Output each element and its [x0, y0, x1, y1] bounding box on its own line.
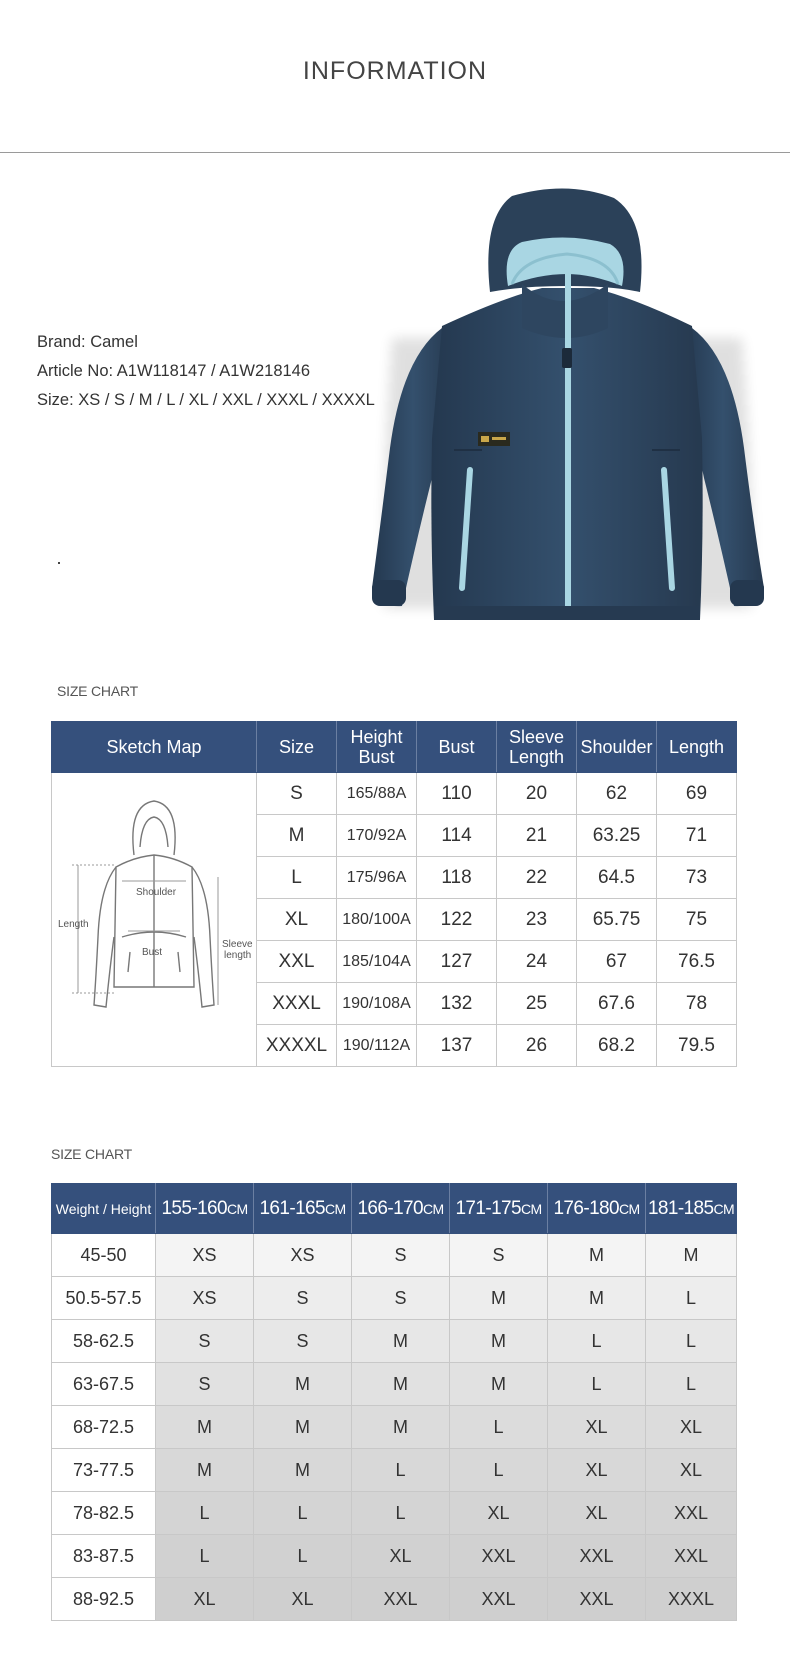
weight-cell: 68-72.5	[52, 1406, 156, 1449]
recommended-size-cell: XS	[156, 1234, 254, 1277]
header-height-1	[254, 1184, 352, 1234]
recommended-size-cell: M	[254, 1449, 352, 1492]
bust-cell: 118	[417, 857, 497, 899]
length-cell: 76.5	[657, 941, 737, 983]
length-cell: 73	[657, 857, 737, 899]
recommended-size-cell: XS	[156, 1277, 254, 1320]
recommended-size-cell: M	[352, 1320, 450, 1363]
length-cell: 75	[657, 899, 737, 941]
sleeve-cell: 22	[497, 857, 577, 899]
recommended-size-cell: XL	[548, 1449, 646, 1492]
size-cell: XL	[257, 899, 337, 941]
sleeve-cell: 21	[497, 815, 577, 857]
header-height-3	[450, 1184, 548, 1234]
sleeve-cell: 24	[497, 941, 577, 983]
table-row	[52, 773, 737, 815]
height-unit: CM	[618, 1200, 640, 1217]
header-sketch-map: Sketch Map	[52, 722, 257, 773]
recommended-size-cell: XXL	[450, 1535, 548, 1578]
recommended-size-cell: S	[254, 1277, 352, 1320]
recommended-size-cell: M	[548, 1234, 646, 1277]
header-height-bust-line2: Bust	[358, 747, 395, 767]
sleeve-cell: 26	[497, 1025, 577, 1067]
weight-cell: 45-50	[52, 1234, 156, 1277]
recommended-size-cell: XL	[254, 1578, 352, 1621]
recommended-size-cell: XXL	[548, 1535, 646, 1578]
shoulder-cell: 62	[577, 773, 657, 815]
page-title: INFORMATION	[302, 56, 488, 85]
weight-cell: 88-92.5	[52, 1578, 156, 1621]
size-cell: XXXL	[257, 983, 337, 1025]
recommended-size-cell: M	[352, 1406, 450, 1449]
recommended-size-cell: M	[450, 1277, 548, 1320]
size-chart-2-label: SIZE CHART	[51, 1146, 132, 1162]
size-cell: XXL	[257, 941, 337, 983]
recommended-size-cell: L	[254, 1535, 352, 1578]
size-cell: S	[257, 773, 337, 815]
shoulder-cell: 68.2	[577, 1025, 657, 1067]
header-height-2	[352, 1184, 450, 1234]
recommended-size-cell: S	[156, 1320, 254, 1363]
height-unit: CM	[422, 1200, 444, 1217]
recommended-size-cell: XL	[352, 1535, 450, 1578]
height-range: 176-180	[553, 1197, 619, 1219]
table-header-row	[52, 722, 737, 773]
size-chart-1-label: SIZE CHART	[57, 683, 138, 699]
bust-cell: 132	[417, 983, 497, 1025]
header-shoulder: Shoulder	[577, 722, 657, 773]
weight-cell: 73-77.5	[52, 1449, 156, 1492]
size-cell: L	[257, 857, 337, 899]
recommended-size-cell: XXL	[450, 1578, 548, 1621]
size-chart-1-table	[51, 721, 737, 1067]
weight-cell: 63-67.5	[52, 1363, 156, 1406]
height-unit: CM	[226, 1200, 248, 1217]
jacket-sketch-icon	[54, 777, 254, 1057]
recommended-size-cell: XL	[548, 1492, 646, 1535]
length-cell: 78	[657, 983, 737, 1025]
sketch-sleeve-label-2: length	[224, 949, 252, 961]
height-range: 181-185	[647, 1197, 714, 1219]
recommended-size-cell: L	[254, 1492, 352, 1535]
recommended-size-cell: M	[450, 1363, 548, 1406]
recommended-size-cell: XL	[646, 1449, 737, 1492]
bust-cell: 114	[417, 815, 497, 857]
table-row	[52, 1363, 737, 1406]
sleeve-cell: 23	[497, 899, 577, 941]
shoulder-cell: 67	[577, 941, 657, 983]
recommended-size-cell: M	[352, 1363, 450, 1406]
recommended-size-cell: L	[450, 1406, 548, 1449]
recommended-size-cell: L	[548, 1320, 646, 1363]
length-cell: 69	[657, 773, 737, 815]
bust-cell: 137	[417, 1025, 497, 1067]
table-row	[52, 1449, 737, 1492]
header-weight-height: Weight / Height	[52, 1184, 156, 1234]
recommended-size-cell: M	[254, 1406, 352, 1449]
bust-cell: 110	[417, 773, 497, 815]
recommended-size-cell: XXXL	[646, 1578, 737, 1621]
recommended-size-cell: L	[646, 1320, 737, 1363]
table-row	[52, 1535, 737, 1578]
header-bust: Bust	[417, 722, 497, 773]
available-sizes-text: Size: XS / S / M / L / XL / XXL / XXXL / XXXXL	[37, 391, 375, 409]
header-size: Size	[257, 722, 337, 773]
shoulder-cell: 63.25	[577, 815, 657, 857]
sleeve-cell: 20	[497, 773, 577, 815]
height-range: 166-170	[357, 1197, 423, 1219]
height-unit: CM	[520, 1200, 542, 1217]
size-chart-2-table	[51, 1183, 737, 1621]
header-height-0	[156, 1184, 254, 1234]
shoulder-cell: 64.5	[577, 857, 657, 899]
height-bust-cell: 190/108A	[337, 983, 417, 1025]
recommended-size-cell: XL	[156, 1578, 254, 1621]
header-sleeve-line2: Length	[508, 747, 565, 767]
size-cell: M	[257, 815, 337, 857]
header-length: Length	[657, 722, 737, 773]
recommended-size-cell: XXL	[646, 1492, 737, 1535]
height-bust-cell: 170/92A	[337, 815, 417, 857]
height-range: 171-175	[455, 1197, 521, 1219]
length-cell: 79.5	[657, 1025, 737, 1067]
header-height-5	[646, 1184, 737, 1234]
recommended-size-cell: M	[254, 1363, 352, 1406]
recommended-size-cell: M	[548, 1277, 646, 1320]
hooded-jacket-icon	[362, 188, 767, 636]
recommended-size-cell: S	[450, 1234, 548, 1277]
recommended-size-cell: M	[646, 1234, 737, 1277]
recommended-size-cell: XL	[450, 1492, 548, 1535]
weight-cell: 50.5-57.5	[52, 1277, 156, 1320]
table-header-row	[52, 1184, 737, 1234]
article-number-text: Article No: A1W118147 / A1W218146	[37, 362, 311, 380]
sketch-sleeve-label-1: Sleeve	[222, 938, 253, 950]
recommended-size-cell: XL	[548, 1406, 646, 1449]
recommended-size-cell: M	[450, 1320, 548, 1363]
recommended-size-cell: XS	[254, 1234, 352, 1277]
height-bust-cell: 185/104A	[337, 941, 417, 983]
recommended-size-cell: L	[646, 1363, 737, 1406]
height-range: 155-160	[161, 1197, 227, 1219]
sketch-map-cell	[52, 773, 257, 1067]
recommended-size-cell: L	[450, 1449, 548, 1492]
recommended-size-cell: M	[156, 1406, 254, 1449]
height-bust-cell: 165/88A	[337, 773, 417, 815]
header-sleeve-length	[497, 722, 577, 773]
table-row	[52, 1578, 737, 1621]
table-row	[52, 1234, 737, 1277]
sketch-length-label: Length	[58, 918, 89, 930]
stray-mark	[58, 562, 60, 564]
sketch-shoulder-label: Shoulder	[136, 886, 177, 898]
recommended-size-cell: L	[548, 1363, 646, 1406]
recommended-size-cell: XL	[646, 1406, 737, 1449]
product-info	[37, 332, 375, 419]
height-bust-cell: 190/112A	[337, 1025, 417, 1067]
bust-cell: 127	[417, 941, 497, 983]
recommended-size-cell: L	[352, 1449, 450, 1492]
recommended-size-cell: L	[156, 1535, 254, 1578]
recommended-size-cell: XXL	[646, 1535, 737, 1578]
shoulder-cell: 67.6	[577, 983, 657, 1025]
bust-cell: 122	[417, 899, 497, 941]
table-row	[52, 1406, 737, 1449]
weight-cell: 78-82.5	[52, 1492, 156, 1535]
header-height-bust	[337, 722, 417, 773]
recommended-size-cell: M	[156, 1449, 254, 1492]
height-range: 161-165	[259, 1197, 325, 1219]
weight-cell: 83-87.5	[52, 1535, 156, 1578]
header-divider	[0, 152, 790, 153]
weight-cell: 58-62.5	[52, 1320, 156, 1363]
recommended-size-cell: XXL	[352, 1578, 450, 1621]
height-bust-cell: 180/100A	[337, 899, 417, 941]
size-cell: XXXXL	[257, 1025, 337, 1067]
sketch-bust-label: Bust	[142, 946, 163, 958]
sleeve-cell: 25	[497, 983, 577, 1025]
recommended-size-cell: L	[646, 1277, 737, 1320]
recommended-size-cell: XXL	[548, 1578, 646, 1621]
recommended-size-cell: L	[352, 1492, 450, 1535]
header-height-4	[548, 1184, 646, 1234]
height-bust-cell: 175/96A	[337, 857, 417, 899]
recommended-size-cell: S	[254, 1320, 352, 1363]
table-row	[52, 1320, 737, 1363]
shoulder-cell: 65.75	[577, 899, 657, 941]
table-row	[52, 1277, 737, 1320]
length-cell: 71	[657, 815, 737, 857]
table-row	[52, 1492, 737, 1535]
header-sleeve-line1: Sleeve	[508, 727, 565, 747]
height-unit: CM	[324, 1200, 346, 1217]
recommended-size-cell: S	[352, 1277, 450, 1320]
recommended-size-cell: S	[352, 1234, 450, 1277]
brand-text: Brand: Camel	[37, 333, 138, 351]
recommended-size-cell: S	[156, 1363, 254, 1406]
recommended-size-cell: L	[156, 1492, 254, 1535]
header-height-bust-line1: Height	[350, 727, 403, 747]
height-unit: CM	[713, 1200, 735, 1217]
